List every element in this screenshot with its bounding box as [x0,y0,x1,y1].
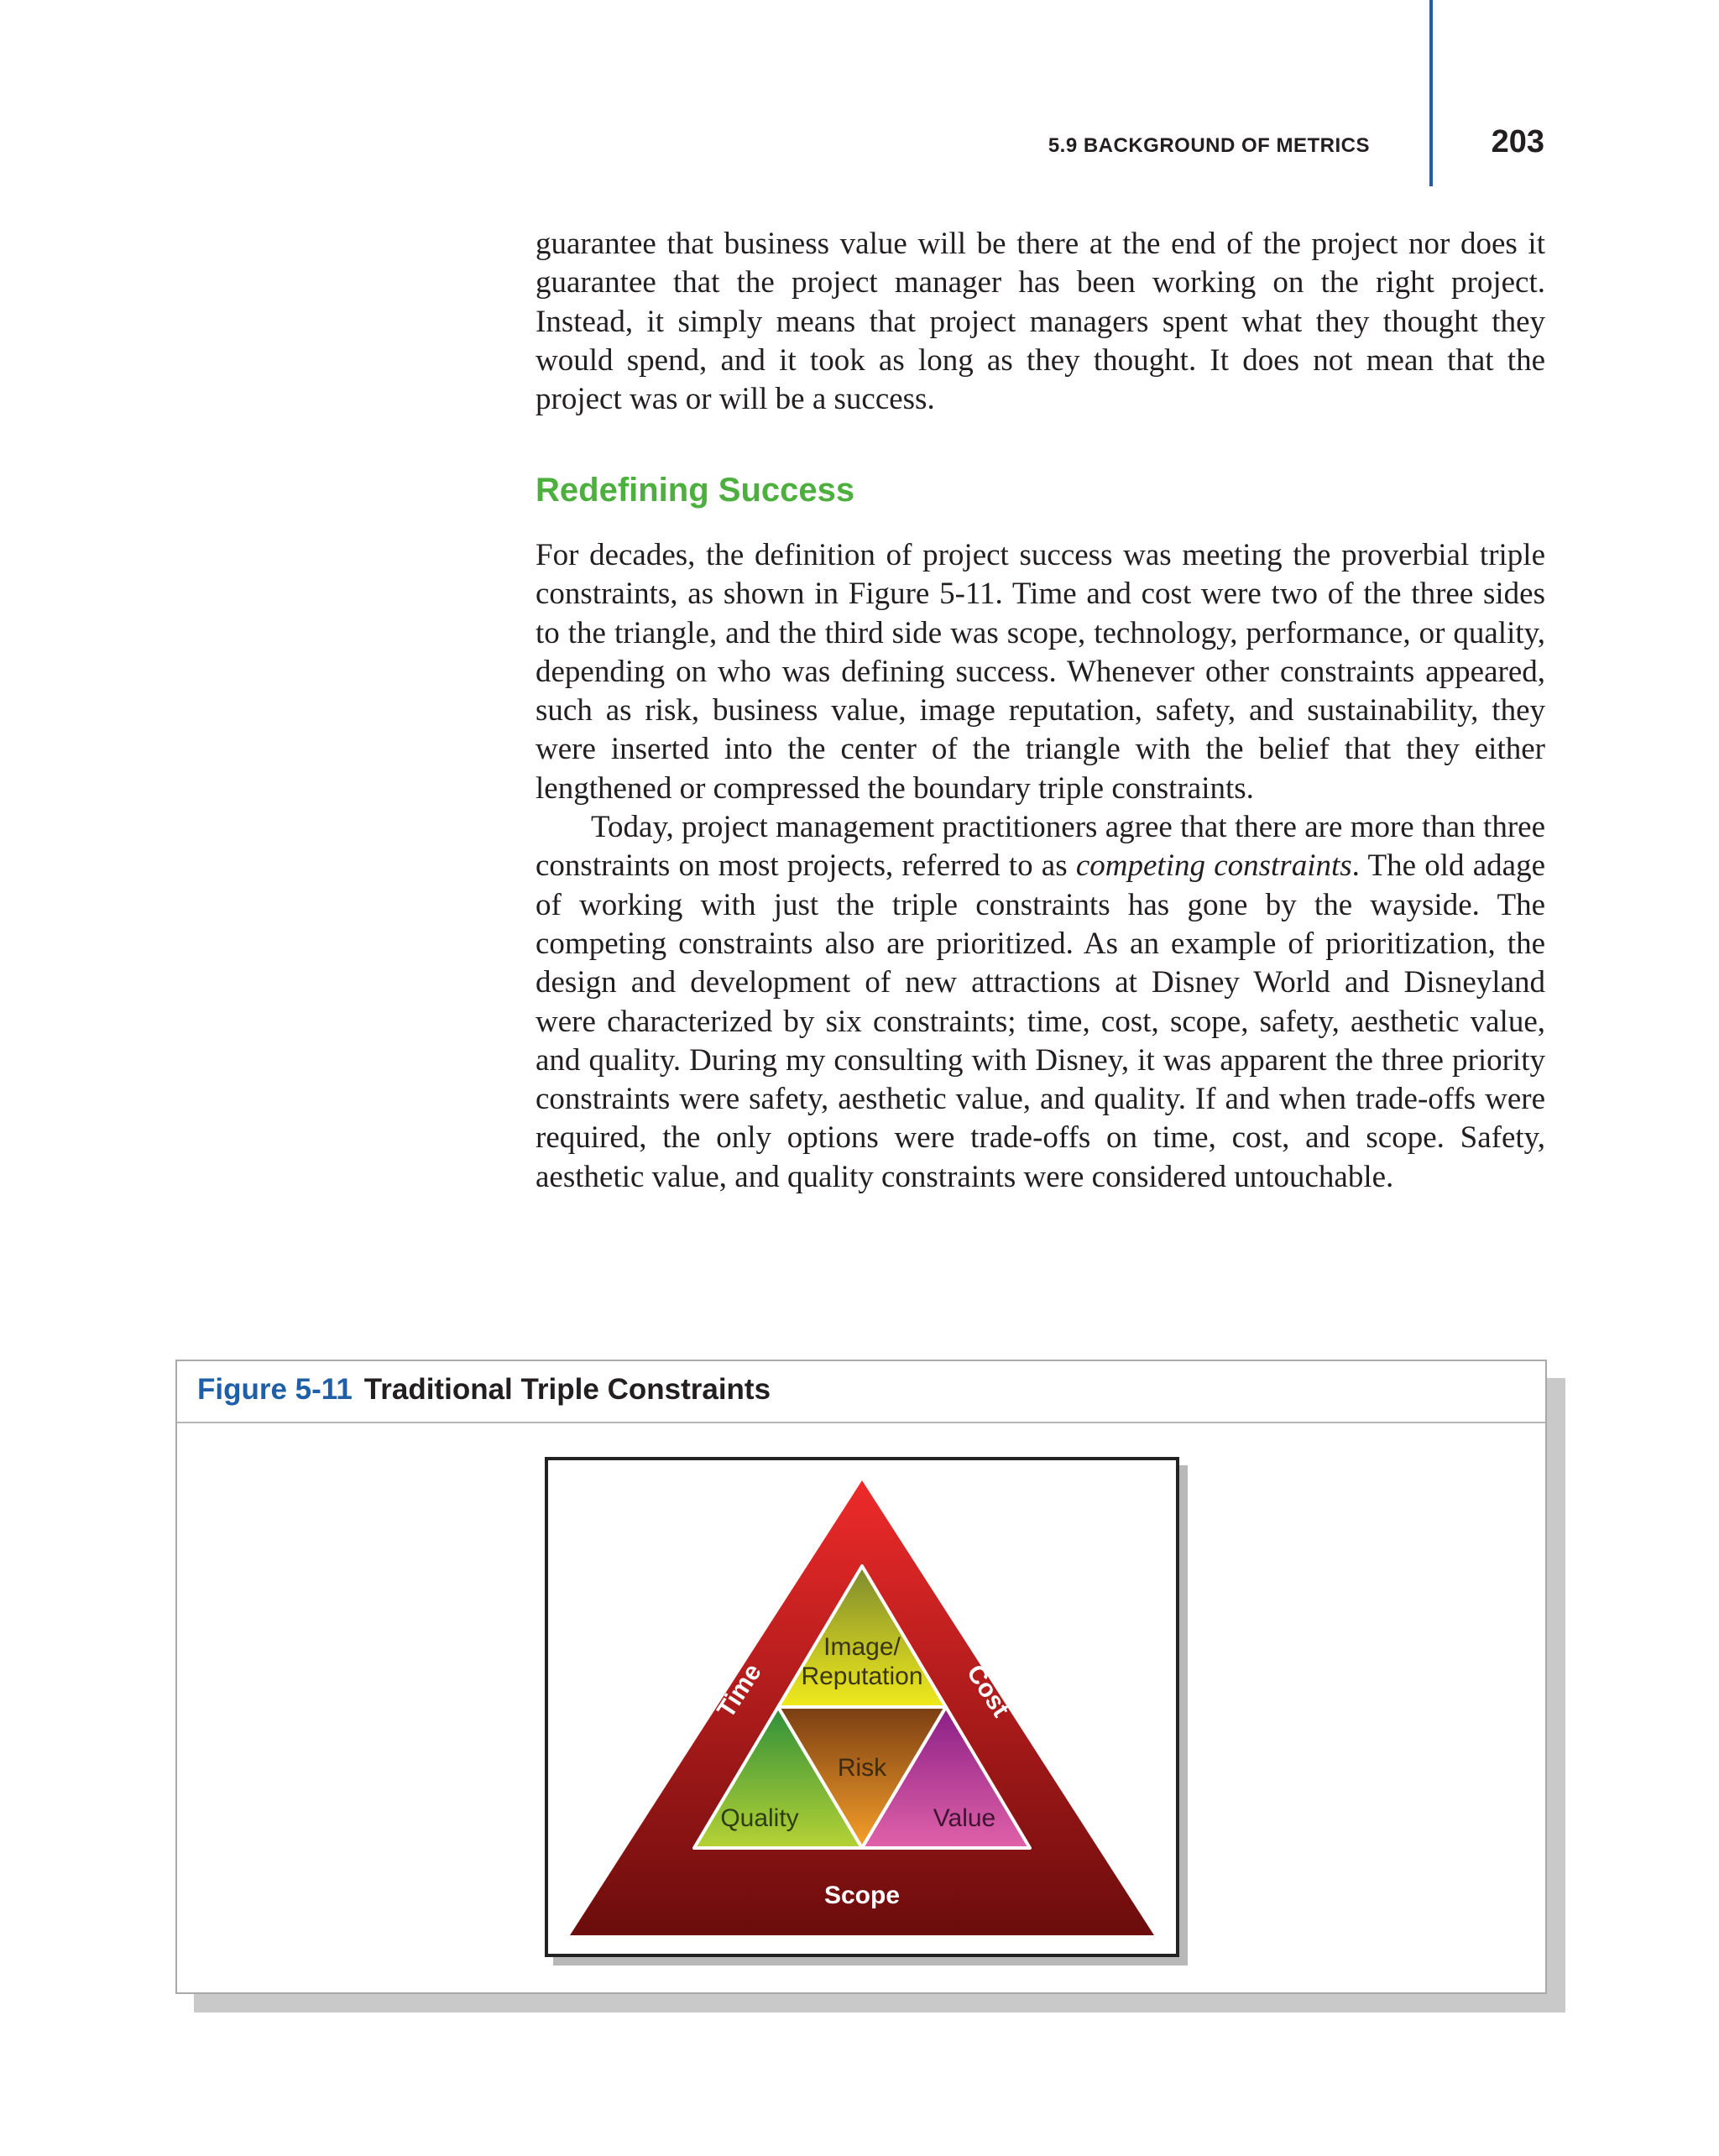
header-rule [1429,0,1433,186]
section-heading: Redefining Success [536,472,855,509]
paragraph-text: For decades, the definition of project success was meeting the proverbial triple constraints, as shown in Figure 5-11. Time and cost were two of the three sides to the triangle, and the third side was scope, technology, performance, or quality, depending on who was defining success. Whenever other constraints appeared, such as risk, business value, image reputation, safety, and sustainability, they were inserted into the center of the triangle with the belief that they either lengthened or compressed the boundary triple constraints. [536,538,1545,806]
page-number: 203 [1491,124,1544,159]
image-label-line1: Image/ [823,1633,901,1661]
body-paragraph-1 [536,225,1545,419]
figure-caption [197,1373,771,1407]
italic-term: competing constraints [1075,848,1352,884]
time-label: Time [712,1658,767,1723]
value-label: Value [933,1804,996,1832]
risk-label: Risk [837,1754,887,1782]
figure-number: Figure 5-11 [197,1373,353,1406]
running-head: 5.9 BACKGROUND OF METRICS [1048,134,1370,157]
figure-box [175,1360,1547,1994]
figure-caption-rule [177,1422,1545,1423]
paragraph-text-start: Today, project management practitioners agree that there are more than three constraints on most projects, referred to as [536,810,1545,884]
paragraph-text: guarantee that business value will be there at the end of the project nor does it guarantee that the project manager has been working on the right project. Instead, it simply means that project managers spent what they thought they would spend, and it took as long as they thought. It does not mean that the project was or will be a success. [536,227,1545,417]
scope-label: Scope [823,1882,901,1909]
body-paragraphs-2 [536,536,1545,1197]
paragraph-text [536,808,1545,1197]
image-label-line2: Reputation [801,1663,923,1690]
cost-label: Cost [960,1659,1015,1722]
triple-constraint-diagram [548,1460,1176,1954]
diagram-frame [545,1457,1179,1957]
figure-title: Traditional Triple Constraints [363,1373,771,1406]
quality-label: Quality [720,1804,799,1832]
paragraph-text-end: . The old adage of working with just the triple constraints has gone by the wayside. The competing constraints also are prioritized. As an example of prioritization, the design and development of new attractions at Disney World and Disneyland were characterized by six constraints; time, cost, scope, safety, aesthetic value, and quality. During my consulting with Disney, it was apparent the three priority constraints were safety, aesthetic value, and quality. If and when trade-offs were required, the only options were trade-offs on time, cost, and scope. Safety, aesthetic value, and quality constraints were considered untouchable. [536,848,1545,1194]
